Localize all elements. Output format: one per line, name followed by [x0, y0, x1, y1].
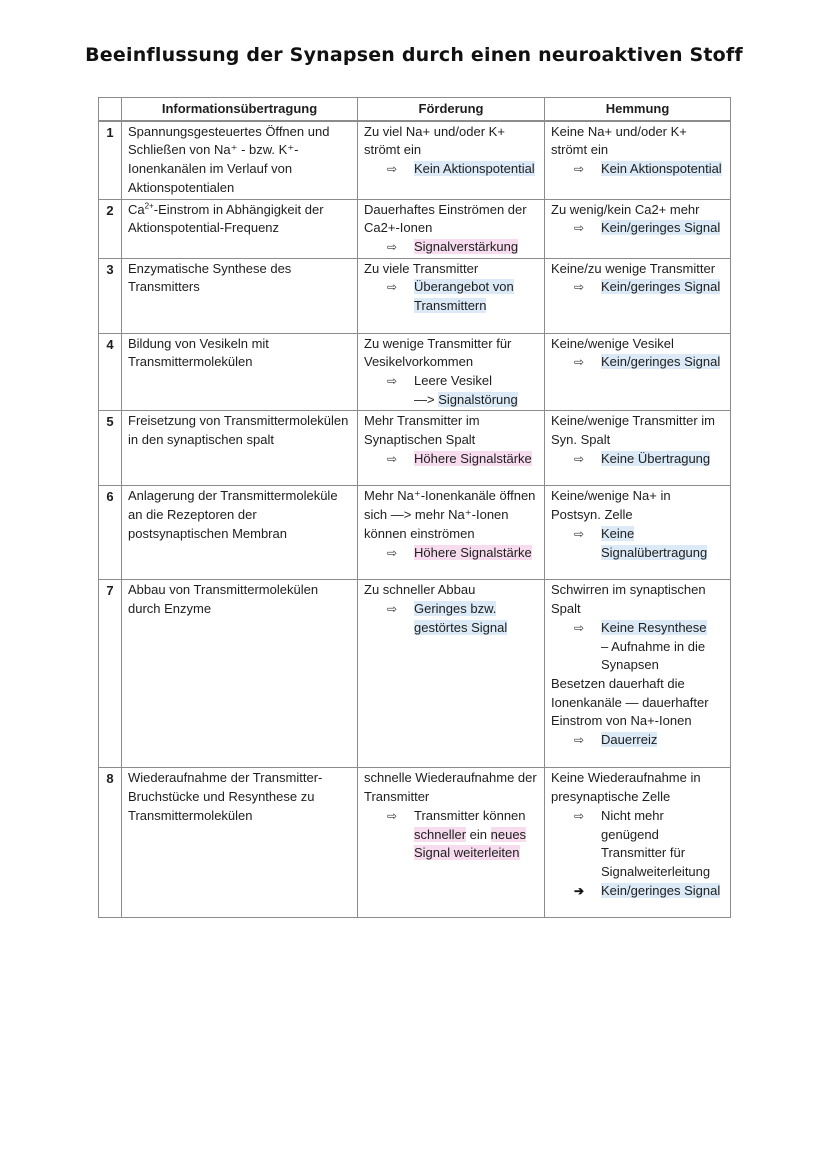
- hemmung-text: Zu wenig/kein Ca2+ mehr: [551, 201, 700, 217]
- foerderung-result: Signalverstärkung: [414, 238, 519, 254]
- arrow-right-outline-icon: ⇨: [387, 280, 398, 295]
- row-number: 7: [99, 580, 122, 768]
- hemmung-result: Kein Aktionspotential: [601, 161, 722, 177]
- foerderung-text: Mehr Na⁺-Ionenkanäle öffnen sich —> mehr Na⁺-Ionen können einströmen: [364, 488, 536, 541]
- info-cell: Bildung von Vesikeln mit Transmittermolekülen: [122, 333, 358, 411]
- table-row: [99, 199, 731, 258]
- arrow-right-outline-icon: ⇨: [387, 545, 398, 560]
- hemmung-cell: [545, 580, 731, 768]
- hemmung-text: Schwirren im synaptischen Spalt: [551, 582, 706, 617]
- header-information: Informationsübertragung: [122, 98, 358, 121]
- table-row: [99, 486, 731, 580]
- foerderung-text: schnelle Wiederaufnahme der Transmitter: [364, 770, 537, 805]
- hemmung-result: Kein/geringes Signal: [601, 220, 721, 236]
- hemmung-result: Nicht mehr genügend Transmitter für Signalweiterleitung: [601, 807, 711, 879]
- table-row: [99, 333, 731, 411]
- foerderung-cell: [358, 768, 545, 918]
- hemmung-result: Keine Resynthese: [601, 619, 707, 635]
- hemmung-result: Kein/geringes Signal: [601, 354, 721, 370]
- info-cell: [122, 199, 358, 258]
- arrow-right-outline-icon: ⇨: [387, 374, 398, 389]
- foerderung-result-part1: Transmitter können: [414, 807, 526, 823]
- synapse-table: [98, 97, 731, 918]
- foerderung-text: Dauerhaftes Einströmen der Ca2+-Ionen: [364, 201, 527, 236]
- hemmung-cell: [545, 486, 731, 580]
- arrow-right-outline-icon: ⇨: [574, 808, 585, 823]
- info-cell: Spannungsgesteuertes Öffnen und Schließen von Na⁺ - bzw. K⁺-Ionenkanälen im Verlauf von Aktionspotentialen: [122, 121, 358, 199]
- hemmung-result: Kein/geringes Signal: [601, 279, 721, 295]
- hemmung-text: Keine Wiederaufnahme in presynaptische Zelle: [551, 770, 701, 805]
- arrow-right-outline-icon: ⇨: [387, 602, 398, 617]
- row-number: 4: [99, 333, 122, 411]
- table-row: [99, 121, 731, 199]
- foerderung-cell: [358, 411, 545, 486]
- foerderung-text: Zu viele Transmitter: [364, 260, 479, 276]
- foerderung-cell: [358, 121, 545, 199]
- row-number: 6: [99, 486, 122, 580]
- foerderung-result: Geringes bzw. gestörtes Signal: [414, 601, 508, 635]
- hemmung-cell: [545, 199, 731, 258]
- hemmung-text: Keine/wenige Transmitter im Syn. Spalt: [551, 413, 716, 448]
- arrow-right-outline-icon: ⇨: [574, 620, 585, 635]
- info-cell: Enzymatische Synthese des Transmitters: [122, 258, 358, 333]
- header-num: [99, 98, 122, 121]
- foerderung-cell: [358, 486, 545, 580]
- row-number: 5: [99, 411, 122, 486]
- hemmung-result-2: Kein/geringes Signal: [601, 882, 721, 898]
- table-row: [99, 258, 731, 333]
- foerderung-cell: [358, 333, 545, 411]
- foerderung-result-2: Signalstörung: [438, 391, 518, 407]
- foerderung-cell: [358, 199, 545, 258]
- foerderung-result-part4: neues Signal weiterleiten: [414, 826, 527, 861]
- foerderung-result-part3: ein: [469, 826, 491, 842]
- arrow-right-outline-icon: ⇨: [387, 451, 398, 466]
- arrow-right-solid-icon: ➔: [574, 883, 585, 898]
- arrow-right-outline-icon: ⇨: [574, 162, 585, 177]
- arrow-right-outline-icon: ⇨: [574, 451, 585, 466]
- hemmung-cell: [545, 411, 731, 486]
- row-number: 1: [99, 121, 122, 199]
- foerderung-cell: [358, 580, 545, 768]
- arrow-prefix: —>: [414, 391, 439, 407]
- foerderung-text: Zu wenige Transmitter für Vesikelvorkommen: [364, 335, 512, 370]
- hemmung-cell: [545, 333, 731, 411]
- hemmung-result: Keine Übertragung: [601, 450, 711, 466]
- row-number: 2: [99, 199, 122, 258]
- hemmung-cell: [545, 121, 731, 199]
- foerderung-result: Kein Aktionspotential: [414, 161, 535, 177]
- info-cell: Anlagerung der Transmittermoleküle an die Rezeptoren der postsynaptischen Membran: [122, 486, 358, 580]
- hemmung-text: Keine/zu wenige Transmitter: [551, 260, 716, 276]
- arrow-right-outline-icon: ⇨: [574, 221, 585, 236]
- foerderung-cell: [358, 258, 545, 333]
- hemmung-text: Keine Na+ und/oder K+ strömt ein: [551, 123, 687, 158]
- foerderung-result: Leere Vesikel: [414, 373, 493, 389]
- table-row: [99, 580, 731, 768]
- arrow-right-outline-icon: ⇨: [387, 239, 398, 254]
- header-foerderung: Förderung: [358, 98, 545, 121]
- info-cell: Abbau von Transmittermolekülen durch Enzyme: [122, 580, 358, 768]
- info-superscript: 2+: [144, 201, 154, 211]
- hemmung-result-2: Dauerreiz: [601, 732, 658, 748]
- foerderung-result: Höhere Signalstärke: [414, 544, 532, 560]
- table-header-row: [99, 98, 731, 121]
- hemmung-cell: [545, 768, 731, 918]
- hemmung-text: Keine/wenige Na+ in Postsyn. Zelle: [551, 488, 671, 523]
- hemmung-text: Keine/wenige Vesikel: [551, 335, 674, 351]
- info-cell: Wiederaufnahme der Transmitter-Bruchstücke und Resynthese zu Transmittermolekülen: [122, 768, 358, 918]
- foerderung-result: Höhere Signalstärke: [414, 450, 532, 466]
- info-suffix: -Einstrom in Abhängigkeit der Aktionspotential-Frequenz: [128, 201, 324, 236]
- arrow-right-outline-icon: ⇨: [574, 280, 585, 295]
- table-row: [99, 768, 731, 918]
- row-number: 3: [99, 258, 122, 333]
- foerderung-text: Mehr Transmitter im Synaptischen Spalt: [364, 413, 480, 448]
- info-cell: Freisetzung von Transmittermolekülen in den synaptischen spalt: [122, 411, 358, 486]
- arrow-right-outline-icon: ⇨: [387, 162, 398, 177]
- header-hemmung: Hemmung: [545, 98, 731, 121]
- foerderung-text: Zu schneller Abbau: [364, 582, 476, 598]
- arrow-right-outline-icon: ⇨: [574, 733, 585, 748]
- table-row: [99, 411, 731, 486]
- foerderung-result-part2: schneller: [414, 826, 467, 842]
- arrow-right-outline-icon: ⇨: [574, 355, 585, 370]
- foerderung-text: Zu viel Na+ und/oder K+ strömt ein: [364, 123, 505, 158]
- hemmung-cell: [545, 258, 731, 333]
- hemmung-result-continued: – Aufnahme in die Synapsen: [601, 638, 706, 673]
- hemmung-text-2: Besetzen dauerhaft die Ionenkanäle — dauerhafter Einstrom von Na+-Ionen: [551, 675, 709, 729]
- row-number: 8: [99, 768, 122, 918]
- arrow-right-outline-icon: ⇨: [574, 526, 585, 541]
- hemmung-result: Keine Signalübertragung: [601, 525, 708, 560]
- page-title: Beeinflussung der Synapsen durch einen neuroaktiven Stoff: [85, 44, 743, 66]
- arrow-right-outline-icon: ⇨: [387, 808, 398, 823]
- info-prefix: Ca: [128, 201, 145, 217]
- foerderung-result: Überangebot von Transmittern: [414, 279, 514, 314]
